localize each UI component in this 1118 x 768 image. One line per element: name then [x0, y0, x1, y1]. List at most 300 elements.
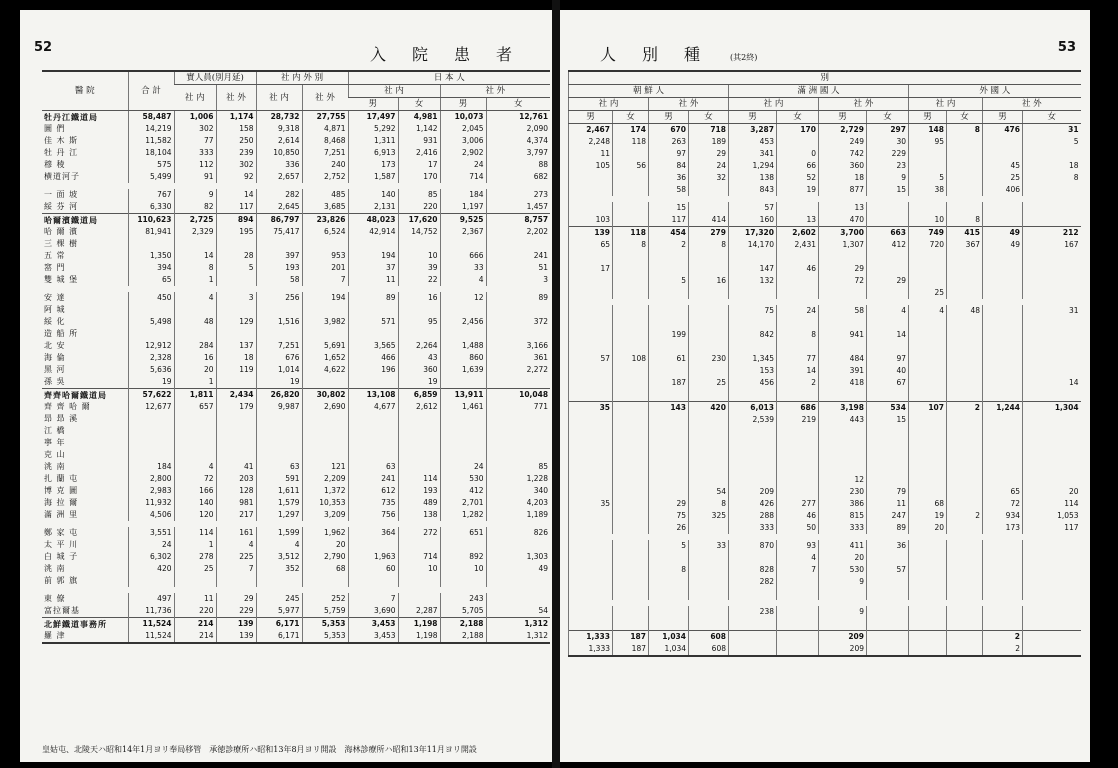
table-cell [1023, 389, 1081, 402]
table-cell [348, 413, 398, 425]
table-row [42, 292, 550, 304]
table-cell: 394 [128, 262, 174, 274]
table-row [569, 389, 1081, 402]
table-cell: 1 [174, 376, 216, 389]
table-cell [947, 329, 983, 341]
table-cell [777, 287, 819, 299]
table-cell: 3,982 [302, 316, 348, 328]
table-cell: 28 [216, 250, 256, 262]
table-cell [867, 202, 909, 214]
table-cell [1023, 540, 1081, 552]
table-cell [216, 449, 256, 461]
table-cell: 4 [909, 305, 947, 317]
table-cell [947, 564, 983, 576]
gaikoku-header: 外 國 人 [909, 85, 1081, 98]
table-cell: 360 [398, 364, 440, 376]
hospital-name-cell: 阿 城 [44, 305, 66, 314]
table-cell: 1,304 [1023, 402, 1081, 415]
table-cell [348, 437, 398, 449]
table-cell [613, 402, 649, 415]
table-cell: 1,811 [174, 389, 216, 402]
table-row [42, 364, 550, 376]
table-cell [1023, 462, 1081, 474]
male-header: 男 [729, 111, 777, 124]
total-header: 合 計 [128, 71, 174, 111]
table-cell: 333 [819, 522, 867, 534]
table-cell: 484 [819, 353, 867, 365]
table-cell [819, 317, 867, 329]
hospital-name-cell: 海 倫 [44, 353, 66, 362]
table-cell: 46 [777, 510, 819, 522]
table-cell [256, 304, 302, 316]
table-cell [398, 449, 440, 461]
table-cell [569, 486, 613, 498]
nihonjin-header: 日 本 人 [348, 71, 550, 85]
table-cell [947, 606, 983, 618]
table-cell: 173 [348, 159, 398, 171]
table-row [569, 426, 1081, 438]
female-header: 女 [689, 111, 729, 124]
gai-gai-header: 社 外 [983, 98, 1081, 111]
table-cell: 9 [819, 606, 867, 618]
table-row [569, 239, 1081, 251]
table-cell [909, 353, 947, 365]
table-cell: 2 [983, 643, 1023, 656]
table-cell: 1,639 [440, 364, 486, 376]
table-cell: 11,932 [128, 497, 174, 509]
table-cell: 4,871 [302, 123, 348, 135]
table-cell: 193 [398, 485, 440, 497]
table-cell [947, 275, 983, 287]
table-row [569, 227, 1081, 240]
table-cell: 1,516 [256, 316, 302, 328]
table-cell [867, 438, 909, 450]
table-cell [909, 389, 947, 402]
table-cell: 453 [729, 136, 777, 148]
table-cell: 5,292 [348, 123, 398, 135]
table-row [569, 402, 1081, 415]
table-row [42, 485, 550, 497]
table-cell: 140 [348, 189, 398, 201]
table-cell [689, 618, 729, 631]
table-cell [909, 365, 947, 377]
table-cell [1023, 450, 1081, 462]
table-cell: 31 [1023, 305, 1081, 317]
table-cell: 1,228 [486, 473, 550, 485]
table-cell: 137 [216, 340, 256, 352]
table-cell [398, 575, 440, 587]
table-cell: 718 [689, 124, 729, 137]
table-row [569, 552, 1081, 564]
table-row [42, 563, 550, 575]
table-row [569, 498, 1081, 510]
table-cell: 666 [440, 250, 486, 262]
table-cell: 119 [216, 364, 256, 376]
table-cell [947, 576, 983, 588]
table-cell [613, 450, 649, 462]
table-row [42, 593, 550, 605]
table-cell: 828 [729, 564, 777, 576]
table-cell [486, 413, 550, 425]
table-cell [777, 606, 819, 618]
table-cell: 239 [216, 147, 256, 159]
table-cell: 3,700 [819, 227, 867, 240]
table-cell [1023, 317, 1081, 329]
table-cell [1023, 618, 1081, 631]
table-cell: 3,690 [348, 605, 398, 618]
table-cell [819, 618, 867, 631]
table-cell [983, 450, 1023, 462]
table-cell [867, 552, 909, 564]
table-cell: 108 [613, 353, 649, 365]
table-cell [867, 643, 909, 656]
table-cell [216, 376, 256, 389]
table-cell [689, 305, 729, 317]
table-cell: 24 [689, 160, 729, 172]
table-cell [867, 263, 909, 275]
table-cell [947, 251, 983, 263]
table-cell: 2,467 [569, 124, 613, 137]
table-cell: 65 [983, 486, 1023, 498]
table-cell: 139 [216, 618, 256, 631]
table-cell [909, 341, 947, 353]
table-cell: 843 [729, 184, 777, 196]
table-cell: 2,202 [486, 226, 550, 238]
table-cell: 9,987 [256, 401, 302, 413]
table-row [569, 377, 1081, 389]
table-cell: 735 [348, 497, 398, 509]
jitsu-nai-header: 社 内 [174, 85, 216, 111]
table-cell [777, 462, 819, 474]
table-cell: 174 [613, 124, 649, 137]
table-cell: 1,014 [256, 364, 302, 376]
table-cell [486, 328, 550, 340]
table-cell [398, 593, 440, 605]
table-cell: 1,350 [128, 250, 174, 262]
table-cell [348, 376, 398, 389]
right-page-subtitle: (其2終) [730, 53, 758, 62]
table-row [569, 606, 1081, 618]
table-row [569, 643, 1081, 656]
table-cell [613, 474, 649, 486]
table-cell: 1,652 [302, 352, 348, 364]
table-cell: 277 [777, 498, 819, 510]
table-cell [983, 329, 1023, 341]
female-header: 女 [486, 98, 550, 111]
table-cell: 1,611 [256, 485, 302, 497]
table-cell: 1,372 [302, 485, 348, 497]
table-cell: 3,209 [302, 509, 348, 521]
table-cell [909, 160, 947, 172]
table-cell [983, 426, 1023, 438]
table-cell [302, 425, 348, 437]
table-cell: 2,902 [440, 147, 486, 159]
table-cell: 57 [867, 564, 909, 576]
table-row [42, 274, 550, 286]
table-cell [983, 618, 1023, 631]
table-cell: 49 [983, 227, 1023, 240]
table-cell: 195 [216, 226, 256, 238]
table-row [42, 189, 550, 201]
table-cell: 1,294 [729, 160, 777, 172]
table-cell [983, 474, 1023, 486]
table-cell [777, 643, 819, 656]
table-cell [486, 376, 550, 389]
table-cell: 5 [216, 262, 256, 274]
table-cell: 26,820 [256, 389, 302, 402]
table-cell [777, 136, 819, 148]
table-cell: 54 [689, 486, 729, 498]
table-cell: 3,551 [128, 527, 174, 539]
table-cell: 82 [174, 201, 216, 214]
table-cell [398, 238, 440, 250]
table-cell: 1,197 [440, 201, 486, 214]
table-cell [947, 426, 983, 438]
table-cell: 5,705 [440, 605, 486, 618]
hospital-name-cell: 哈 爾 濱 [44, 227, 79, 236]
table-cell: 14,219 [128, 123, 174, 135]
table-cell: 1,282 [440, 509, 486, 521]
table-cell: 166 [174, 485, 216, 497]
right-page [560, 10, 1090, 762]
table-cell: 2,539 [729, 414, 777, 426]
table-cell: 4 [216, 539, 256, 551]
table-cell: 6,302 [128, 551, 174, 563]
table-cell: 397 [256, 250, 302, 262]
table-cell: 209 [729, 486, 777, 498]
table-cell [302, 437, 348, 449]
table-cell [947, 263, 983, 275]
table-row [569, 353, 1081, 365]
table-cell: 6,171 [256, 630, 302, 643]
table-cell [983, 353, 1023, 365]
table-cell: 50 [777, 522, 819, 534]
table-cell: 10,048 [486, 389, 550, 402]
table-cell: 3,797 [486, 147, 550, 159]
table-cell [947, 389, 983, 402]
table-cell [256, 425, 302, 437]
table-cell [613, 329, 649, 341]
table-cell [348, 539, 398, 551]
table-cell [777, 618, 819, 631]
table-cell: 29 [819, 263, 867, 275]
table-cell: 3,685 [302, 201, 348, 214]
table-cell: 25 [174, 563, 216, 575]
table-cell [983, 462, 1023, 474]
table-cell [128, 575, 174, 587]
table-cell: 51 [486, 262, 550, 274]
table-cell [613, 317, 649, 329]
table-cell: 8 [947, 214, 983, 227]
table-row [569, 341, 1081, 353]
table-cell: 418 [819, 377, 867, 389]
table-cell [613, 263, 649, 275]
table-cell [729, 341, 777, 353]
table-cell [613, 498, 649, 510]
hospital-name-cell: 造 船 所 [44, 329, 79, 338]
table-cell: 209 [819, 631, 867, 644]
table-cell [983, 438, 1023, 450]
table-cell: 1,461 [440, 401, 486, 413]
table-cell: 2,367 [440, 226, 486, 238]
table-cell: 17 [569, 263, 613, 275]
table-row [569, 148, 1081, 160]
table-cell [613, 305, 649, 317]
table-cell: 249 [819, 136, 867, 148]
table-cell [613, 606, 649, 618]
table-cell: 230 [819, 486, 867, 498]
table-cell: 4,677 [348, 401, 398, 413]
hospital-name-cell: 齊 齊 哈 爾 [44, 402, 91, 411]
table-cell [1023, 643, 1081, 656]
left-page-title: 入院患者 [370, 45, 539, 64]
hospital-name-cell: 海 拉 爾 [44, 498, 79, 507]
table-cell: 11 [174, 593, 216, 605]
table-cell: 95 [909, 136, 947, 148]
table-cell [302, 328, 348, 340]
table-row [569, 305, 1081, 317]
table-cell [613, 576, 649, 588]
table-cell [689, 341, 729, 353]
table-cell: 414 [689, 214, 729, 227]
table-cell: 6,013 [729, 402, 777, 415]
table-cell: 530 [819, 564, 867, 576]
table-cell [302, 449, 348, 461]
table-row [42, 413, 550, 425]
table-row [42, 401, 550, 413]
table-cell [947, 377, 983, 389]
table-cell: 489 [398, 497, 440, 509]
table-cell: 2,431 [777, 239, 819, 251]
table-cell: 12,761 [486, 111, 550, 124]
table-cell: 3,166 [486, 340, 550, 352]
table-cell: 26 [649, 522, 689, 534]
table-cell [689, 474, 729, 486]
left-page-number: 52 [34, 40, 53, 55]
table-cell: 8 [689, 239, 729, 251]
footnote: 皇姑屯、北陵天ハ昭和14年1月ヨリ奉局移管 承徳診療所ハ昭和13年8月ヨリ開設 海林診療所ハ昭和13年11月ヨリ開設 [42, 745, 477, 754]
table-cell: 120 [174, 509, 216, 521]
table-cell [689, 450, 729, 462]
table-cell: 17 [398, 159, 440, 171]
table-cell [983, 305, 1023, 317]
table-cell: 114 [398, 473, 440, 485]
table-cell: 3 [216, 292, 256, 304]
table-cell: 608 [689, 631, 729, 644]
book-fold [552, 0, 560, 768]
table-cell [174, 238, 216, 250]
table-cell [569, 389, 613, 402]
table-cell: 391 [819, 365, 867, 377]
table-cell [1023, 474, 1081, 486]
table-cell [569, 275, 613, 287]
table-cell [649, 389, 689, 402]
table-cell: 686 [777, 402, 819, 415]
table-cell [689, 426, 729, 438]
table-cell: 571 [348, 316, 398, 328]
table-cell: 15 [867, 184, 909, 196]
table-cell: 530 [440, 473, 486, 485]
table-cell [128, 304, 174, 316]
table-cell: 148 [909, 124, 947, 137]
table-row [569, 414, 1081, 426]
table-cell: 5,691 [302, 340, 348, 352]
table-cell: 5,759 [302, 605, 348, 618]
table-row [42, 509, 550, 521]
table-cell [649, 450, 689, 462]
table-cell [867, 450, 909, 462]
table-cell: 1,345 [729, 353, 777, 365]
table-cell [689, 438, 729, 450]
table-cell: 5,977 [256, 605, 302, 618]
table-cell: 767 [128, 189, 174, 201]
table-cell [216, 274, 256, 286]
table-cell: 497 [128, 593, 174, 605]
table-cell: 608 [689, 643, 729, 656]
table-cell: 48 [947, 305, 983, 317]
table-cell: 7,251 [302, 147, 348, 159]
table-cell: 79 [867, 486, 909, 498]
table-cell [398, 461, 440, 473]
table-row [569, 365, 1081, 377]
table-row [42, 376, 550, 389]
table-row [42, 214, 550, 227]
hospital-name-cell: 富拉爾基 [44, 606, 80, 615]
table-cell: 49 [486, 563, 550, 575]
table-cell [302, 413, 348, 425]
man-nai-header: 社 内 [729, 98, 819, 111]
table-cell: 20 [909, 522, 947, 534]
table-cell [729, 438, 777, 450]
table-cell: 340 [486, 485, 550, 497]
table-cell [777, 576, 819, 588]
table-cell [613, 564, 649, 576]
table-cell: 534 [867, 402, 909, 415]
table-cell: 651 [440, 527, 486, 539]
table-cell: 1,303 [486, 551, 550, 563]
table-cell [440, 238, 486, 250]
hospital-name-cell: 穆 稜 [44, 160, 66, 169]
table-cell: 278 [174, 551, 216, 563]
table-cell [947, 160, 983, 172]
table-row [42, 159, 550, 171]
table-cell: 333 [174, 147, 216, 159]
table-cell: 4,981 [398, 111, 440, 124]
table-cell: 2,602 [777, 227, 819, 240]
table-cell [302, 304, 348, 316]
table-cell: 333 [729, 522, 777, 534]
table-row [569, 618, 1081, 631]
table-cell [909, 377, 947, 389]
table-cell [256, 413, 302, 425]
table-cell: 41 [216, 461, 256, 473]
table-cell: 3,512 [256, 551, 302, 563]
right-table-body [569, 124, 1081, 657]
table-cell [867, 588, 909, 600]
table-cell: 657 [174, 401, 216, 413]
table-cell: 75,417 [256, 226, 302, 238]
table-cell [486, 425, 550, 437]
table-cell [440, 376, 486, 389]
table-cell: 29 [649, 498, 689, 510]
table-cell: 282 [729, 576, 777, 588]
table-cell [983, 552, 1023, 564]
table-cell [947, 365, 983, 377]
table-cell: 1,034 [649, 643, 689, 656]
table-row [569, 329, 1081, 341]
table-cell: 682 [486, 171, 550, 183]
table-row [42, 250, 550, 262]
